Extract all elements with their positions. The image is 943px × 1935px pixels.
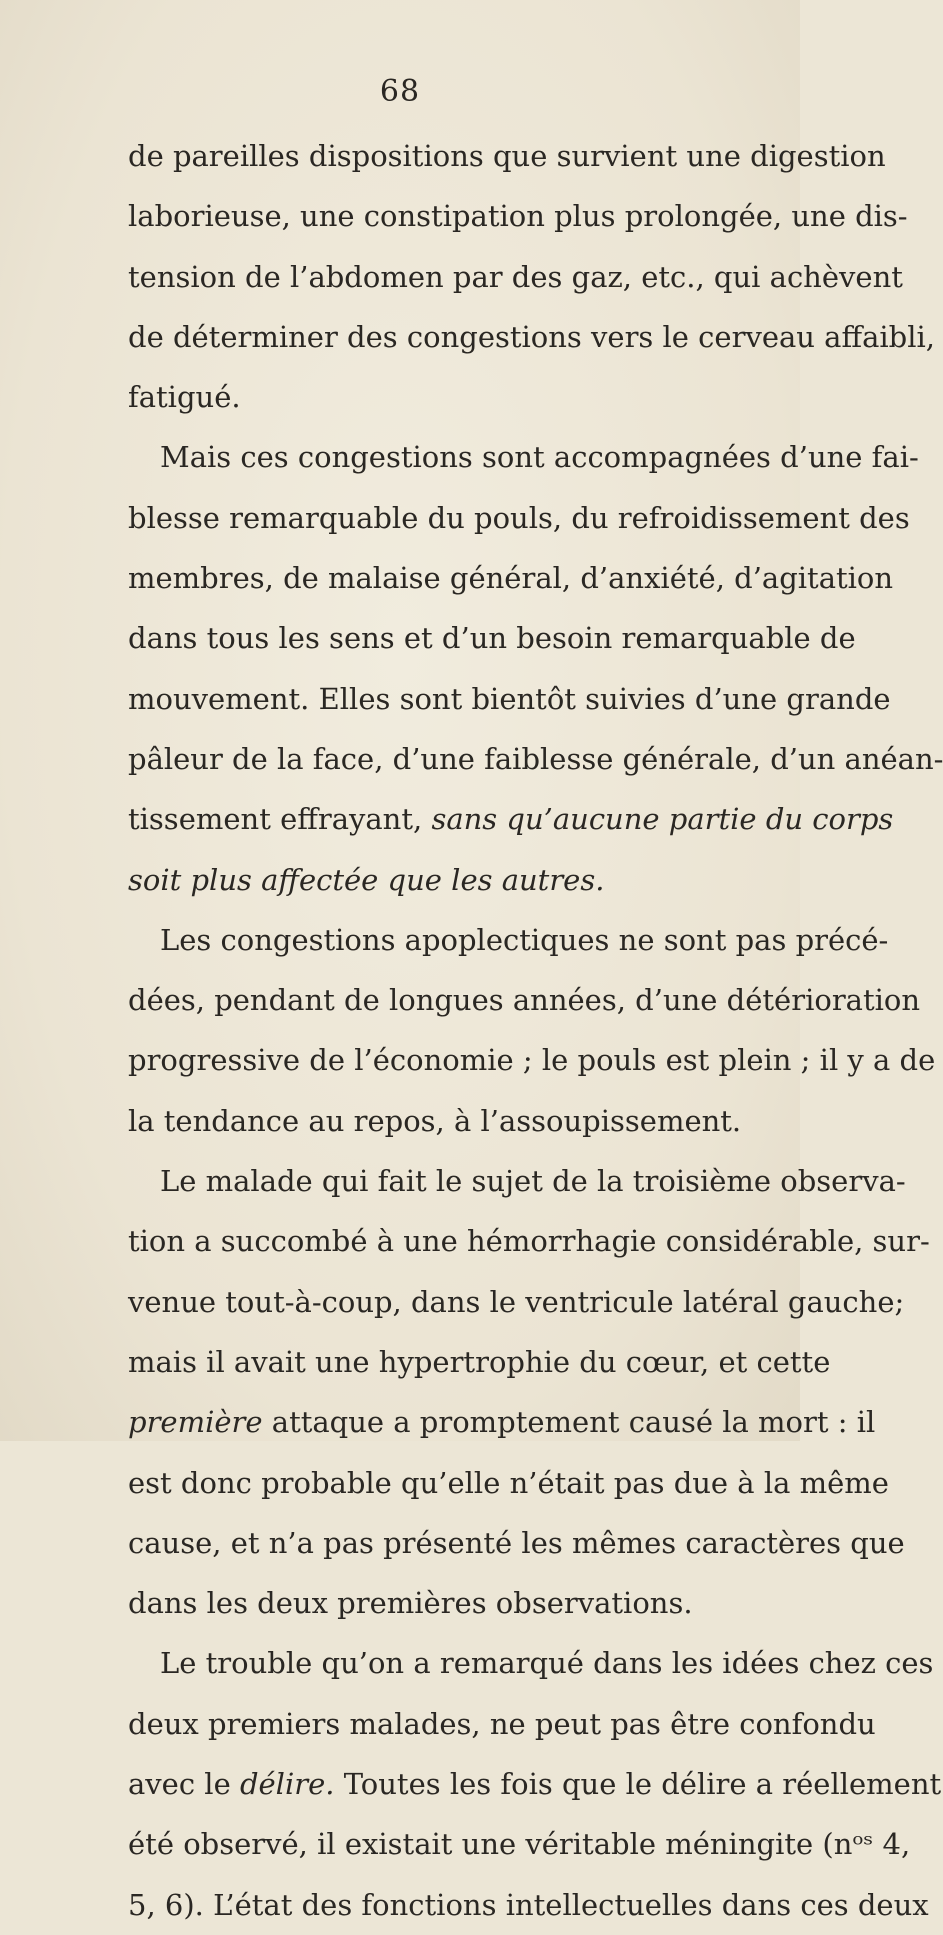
italic-text: sans qu’aucune partie du corps [431, 802, 894, 837]
text-line: la tendance au repos, à l’assoupissement. [128, 1103, 742, 1138]
text-line: membres, de malaise général, d’anxiété, d’agitation [128, 561, 894, 596]
text-line: deux premiers malades, ne peut pas être confondu [128, 1706, 876, 1741]
text-line: est donc probable qu’elle n’était pas due à la même [128, 1465, 889, 1500]
text-line: tissement effrayant, sans qu’aucune partie du corps [128, 802, 894, 837]
text-line: Les congestions apoplectiques ne sont pas précé- [160, 922, 889, 957]
text-line: progressive de l’économie ; le pouls est plein ; il y a de [128, 1043, 936, 1078]
text-line: mouvement. Elles sont bientôt suivies d’une grande [128, 681, 891, 716]
text-line: Le trouble qu’on a remarqué dans les idées chez ces [160, 1646, 934, 1681]
text-line: laborieuse, une constipation plus prolongée, une dis- [128, 199, 908, 234]
text-line: tion a succombé à une hémorrhagie considérable, sur- [128, 1224, 930, 1259]
text-line: Mais ces congestions sont accompagnées d’une fai- [160, 440, 919, 475]
text-line: 5, 6). L’état des fonctions intellectuelles dans ces deux [128, 1887, 929, 1922]
text-line: fatigué. [128, 380, 241, 415]
text-line: blesse remarquable du pouls, du refroidissement des [128, 500, 910, 535]
text-line: dées, pendant de longues années, d’une détérioration [128, 983, 921, 1018]
text-line [128, 850, 780, 910]
text-line: de déterminer des congestions vers le cerveau affaibli, [128, 319, 935, 354]
italic-text: délire. [239, 1767, 335, 1802]
text-line: tension de l’abdomen par des gaz, etc., qui achèvent [128, 259, 903, 294]
text-line: dans tous les sens et d’un besoin remarquable de [128, 621, 856, 656]
text-line: mais il avait une hypertrophie du cœur, et cette [128, 1344, 831, 1379]
page-number: 68 [379, 74, 421, 109]
text-line: cause, et n’a pas présenté les mêmes caractères que [128, 1525, 905, 1560]
text-line: venue tout-à-coup, dans le ventricule latéral gauche; [128, 1284, 905, 1319]
text-line: Le malade qui fait le sujet de la troisième observa- [160, 1164, 906, 1199]
text-line: été observé, il existait une véritable méningite (nᵒˢ 4, [128, 1827, 911, 1862]
italic-text: première [128, 1405, 263, 1440]
text-line: pâleur de la face, d’une faiblesse générale, d’un anéan- [128, 741, 943, 776]
text-line: dans les deux premières observations. [128, 1586, 693, 1621]
text-line: première attaque a promptement causé la mort : il [128, 1405, 876, 1440]
text-line: de pareilles dispositions que survient une digestion [128, 139, 886, 173]
italic-text: soit plus affectée que les autres. [128, 862, 605, 897]
text-line: avec le délire. Toutes les fois que le délire a réellement [128, 1767, 942, 1802]
body-text [128, 126, 943, 1935]
